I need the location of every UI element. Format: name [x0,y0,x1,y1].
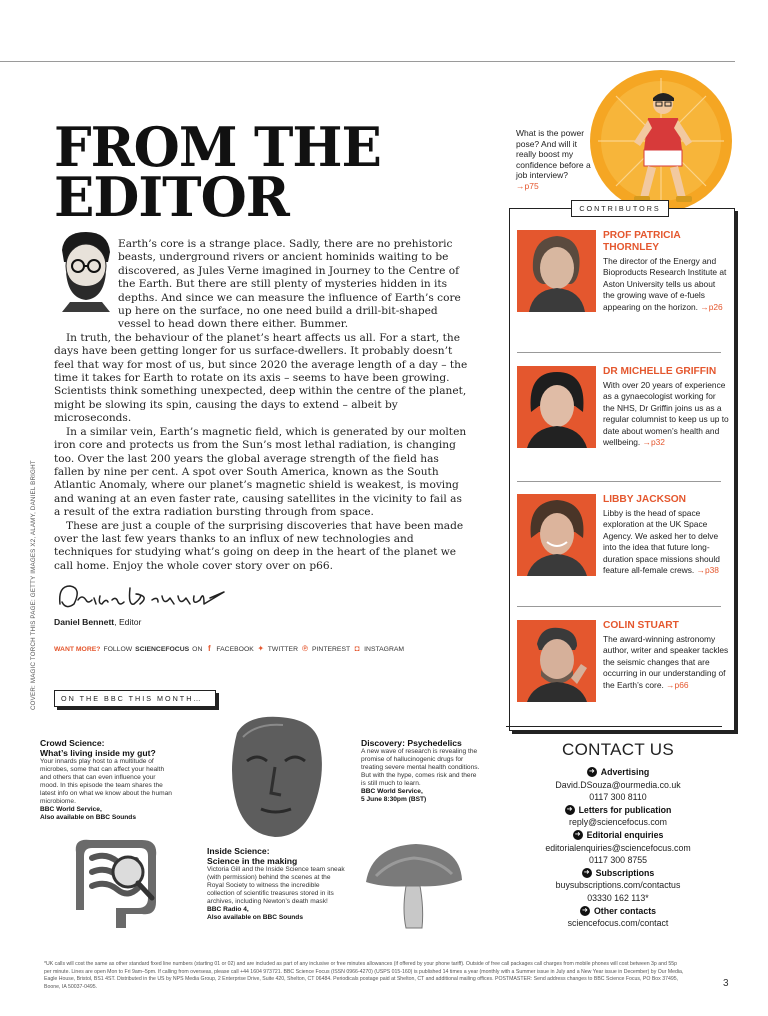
contributors-label: CONTRIBUTORS [571,200,669,217]
contributor-bio [603,634,729,691]
instagram-icon[interactable]: ◘ [354,644,360,653]
bbc-item-crowd-science [40,738,175,822]
footer-small-print: *UK calls will cost the same as other standard fixed line numbers (starting 01 or 02) and are included as part of any inclusive or free minutes allowances (if offered by your phone tariff). Outside of free call packages call charges from mobile phones will cost between 3p and 55p per minute. Lines are open Mon to Fri 9am–5pm. If calling from overseas, please call +44 1604 973721. BBC Science Focus (ISSN 0966-4270) (USPS 015-160) is published 14 times a year (monthly with a Summer issue in July and a New Year issue in December) by Our Media, Eagle House, Bristol, BS1 4ST. Distributed in the US by NPS Media Group, 2 Enterprise Drive, Suite 420, Shelton, CT 06484. Periodicals postage paid at Shelton, CT and additional mailing offices. POSTMASTER: Send address changes to BBC Science Focus, PO Box 37495, Boone, IA 50037-0495. [44,961,684,990]
contributor-photo [517,620,596,702]
want-more-label: WANT MORE? [54,645,101,653]
follow-label: FOLLOW [103,645,133,653]
bbc-item-subheading: Science in the making [207,856,298,866]
power-pose-teaser[interactable] [516,128,598,191]
power-pose-illustration [590,70,732,212]
pinterest-icon[interactable]: ℗ [302,644,308,653]
contributor-photo [517,366,596,448]
editorial-email[interactable]: editorialenquiries@sciencefocus.com [545,842,691,853]
other-contacts-url[interactable]: sciencefocus.com/contact [567,918,669,929]
bbc-item-availability: Also available on BBC Sounds [40,814,136,821]
editor-byline [54,617,141,627]
bbc-item-subheading: What’s living inside my gut? [40,748,156,758]
contributor-page-ref[interactable]: →p38 [696,565,719,576]
subscriptions-phone[interactable]: 03330 162 113* [587,892,649,903]
facebook-link[interactable]: FACEBOOK [216,645,254,653]
arrow-right-icon: ➜ [587,767,597,777]
bbc-item-availability: Also available on BBC Sounds [207,914,303,921]
bbc-section-label: ON THE BBC THIS MONTH… [54,690,216,707]
contact-us-section [510,740,726,930]
bbc-item-heading: Inside Science: [207,846,270,856]
teaser-page-ref[interactable]: →p75 [516,180,539,191]
top-rule [0,61,735,62]
advertising-heading [510,766,726,779]
contributor-libby-jackson [517,494,729,604]
contributor-name: PROF PATRICIA THORNLEY [603,230,681,253]
editor-paragraph: These are just a couple of the surprising discoveries that have been made over the last few years thanks to an influx of new technologies and techniques for studying what’s going on deep in the heart of the planet we call home. Enjoy the whole cover story over on p66. [54,519,464,572]
contributor-page-ref[interactable]: →p32 [642,437,665,448]
page-number: 3 [723,978,729,989]
bbc-item-heading: Discovery: Psychedelics [361,738,462,748]
bbc-item-heading: Crowd Science: [40,738,105,748]
contributor-bio [603,508,729,576]
contributor-michelle-griffin [517,366,729,486]
contributor-photo [517,230,596,312]
editor-signature [54,578,230,614]
facebook-icon[interactable]: f [208,644,211,653]
page-title-line1: FROM THE [54,115,381,180]
editor-role: , Editor [114,617,142,627]
bbc-item-text: A new wave of research is revealing the promise of hallucinogenic drugs for treating severe mental health conditions. But with the hype, comes risk and there is still much to learn. [361,748,480,787]
arrow-right-icon: ➜ [580,906,590,916]
arrow-right-icon: ➜ [582,868,592,878]
subscriptions-label: Subscriptions [595,867,655,878]
bbc-item-time: 5 June 8:30pm (BST) [361,796,427,803]
contributor-bio [603,256,729,313]
on-label: ON [192,645,203,653]
advertising-label: Advertising [600,767,650,777]
editor-paragraph: In truth, the behaviour of the planet’s heart affects us all. For a start, the days have been getting longer for us surface-dwellers. It probably doesn’t feel that way for most of us, but since 2020 the average length of a day – the time it takes for Earth to rotate on its axis – seems to have been growing. Scientists think something unexpected, deep within the centre of the planet, might be slowing its spin, causing the days to extend – albeit by microseconds. [54,331,468,425]
contributor-name: LIBBY JACKSON [603,494,687,505]
other-contacts-label: Other contacts [593,905,657,916]
editor-paragraph: Earth’s core is a strange place. Sadly, there are no prehistoric beasts, underground rivers or ancient hominids waiting to be discovered, as Jules Verne imagined in Journey to the Centre of the Earth. But there are still plenty of mysteries hidden in its depths. And since we can measure the influence of Earth’s core up here on the surface, no one need build a drill-bit-shaped vessel to head down there either. Bummer. [118,238,461,331]
contributor-patricia-thornley [517,230,729,340]
instagram-link[interactable]: INSTAGRAM [364,645,405,653]
contributor-bio-text: With over 20 years of experience as a gynaecologist working for the NHS, Dr Griffin joins us as a regular columnist to keep us up to date about women’s health and wellbeing. [603,380,729,448]
contributor-divider [517,352,721,353]
contributor-divider [517,606,721,607]
contributor-bio-text: Libby is the head of space exploration at the UK Space Agency. We asked her to delve into the idea that future long-duration space missions should feature all-female crews. [603,508,720,576]
contact-title: CONTACT US [562,740,674,759]
contributor-bio-text: The director of the Energy and Bioproducts Research Institute at Aston University tells us about the growing wave of e-fuels appearing on the horizon. [603,256,727,312]
image-credit: COVER: MAGIC TORCH THIS PAGE: GETTY IMAGES X2, ALAMY, DANIEL BRIGHT [30,460,37,710]
arrow-right-icon: ➜ [565,805,575,815]
brand-label: SCIENCEFOCUS [135,645,190,653]
pinterest-link[interactable]: PINTEREST [311,645,351,653]
bbc-item-text: Your innards play host to a multitude of microbes, some that can affect your health and others that can even influence your mood. In this episode the team shares the latest info on what we know about the human microbiome. [40,758,172,805]
bbc-item-discovery [361,738,481,804]
other-contacts-heading [510,905,726,918]
contributor-name: DR MICHELLE GRIFFIN [603,366,717,377]
editorial-phone[interactable]: 0117 300 8755 [588,855,648,866]
mushroom-image [362,836,466,932]
contributor-colin-stuart [517,620,729,720]
bbc-item-channel: BBC World Service, [40,806,102,813]
contributor-page-ref[interactable]: →p26 [700,301,723,312]
twitter-icon[interactable]: ✦ [257,644,265,653]
portrait-wrap-space [54,238,118,330]
page-title [54,115,381,230]
bbc-item-inside-science [207,846,347,922]
editorial-label: Editorial enquiries [586,829,664,840]
advertising-email[interactable]: David.DSouza@ourmedia.co.uk [555,779,681,790]
contributor-divider [517,481,721,482]
bbc-item-channel: BBC World Service, [361,788,423,795]
letters-label: Letters for publication [578,804,672,815]
advertising-phone[interactable]: 0117 300 8110 [589,792,647,803]
contributor-name: COLIN STUART [603,620,679,631]
bbc-item-text: Victoria Gill and the Inside Science team sneak (with permission) behind the scenes at the Royal Society to witness the incredible collection of scientific treasures stored in its archives, including Newton’s death mask! [207,866,345,905]
editor-letter [54,238,470,573]
death-mask-image [217,713,337,841]
letters-heading [510,804,726,817]
subscriptions-url[interactable]: buysubscriptions.com/contactus [555,880,681,891]
contributor-photo [517,494,596,576]
contributor-bio-text: The award-winning astronomy author, writer and speaker tackles the seismic changes that are occurring in our understanding of the Earth’s core. [603,634,729,690]
page-title-line2: EDITOR [54,165,289,230]
editor-paragraph: In a similar vein, Earth’s magnetic field, which is generated by our molten iron core and protects us from the Sun’s most lethal radiation, is changing too. Over the last 200 years the global average strength of the field has fallen by nine per cent. A spot over South America, known as the South Atlantic Anomaly, where our planet’s magnetic shield is weakest, is moving and waning at an even faster rate, causing satellites in the vicinity to fail as a result of the extra radiation bursting through from space. [54,425,467,519]
editor-name: Daniel Bennett [54,617,115,627]
social-links [54,645,404,653]
bbc-item-channel: BBC Radio 4, [207,906,249,913]
subscriptions-heading [510,867,726,880]
teaser-text: What is the power pose? And will it really boost my confidence before a job interview? [516,128,591,180]
arrow-right-icon: ➜ [573,830,583,840]
contributor-page-ref[interactable]: →p66 [666,679,689,690]
contact-divider [506,726,722,727]
contributor-bio [603,380,729,448]
letters-email[interactable]: reply@sciencefocus.com [569,817,667,828]
editorial-heading [510,829,726,842]
twitter-link[interactable]: TWITTER [267,645,298,653]
gut-illustration [66,832,171,932]
